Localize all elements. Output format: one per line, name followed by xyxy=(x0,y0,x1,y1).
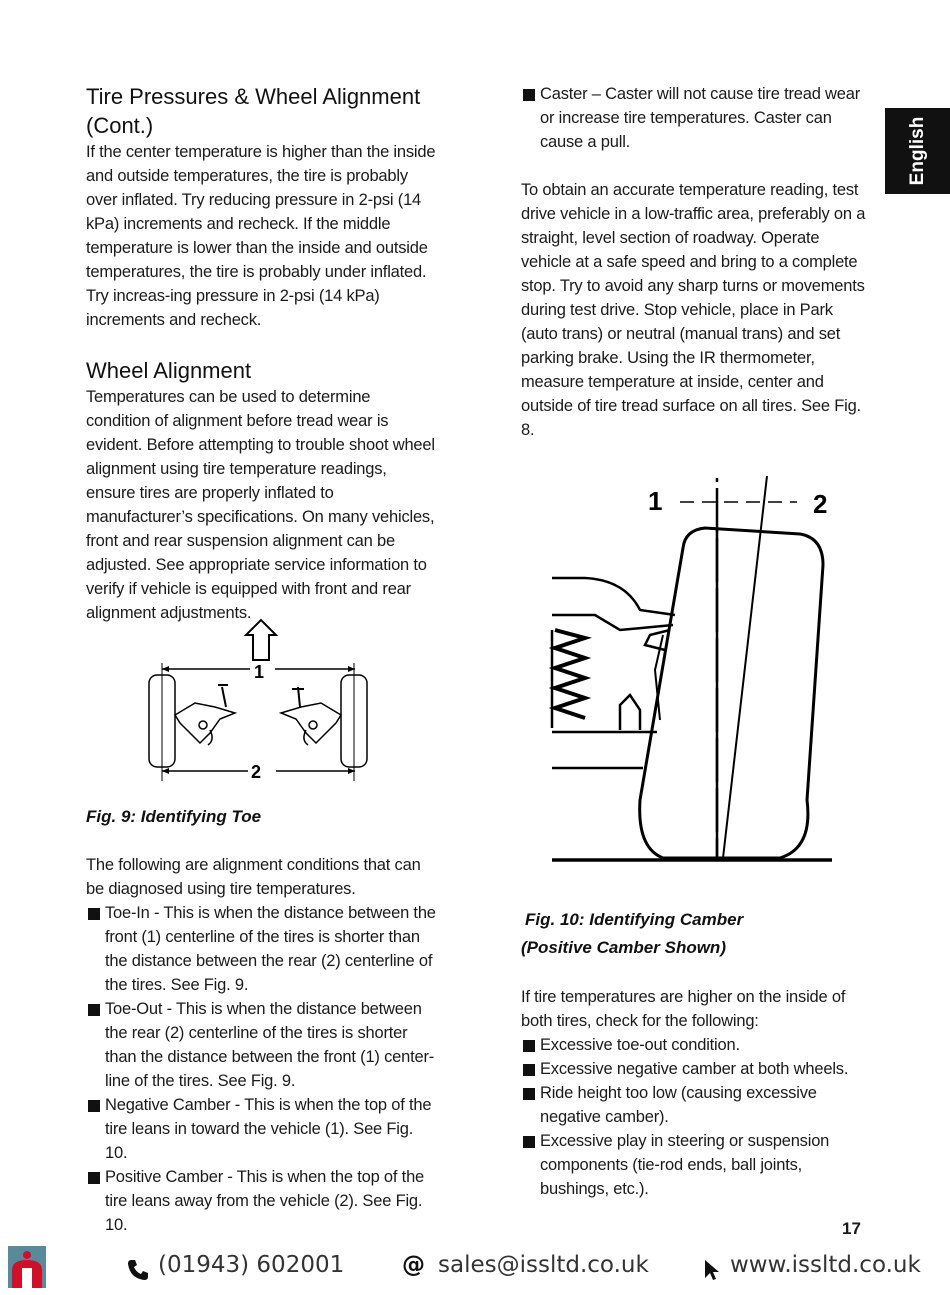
footer-phone: (01943) 602001 xyxy=(158,1252,345,1278)
paragraph-inside-higher: If tire temperatures are higher on the inside of both tires, check for the following: xyxy=(521,988,846,1030)
bullet-square-icon xyxy=(523,1136,535,1148)
fig9-toe-diagram xyxy=(140,615,380,790)
bullet-square-icon xyxy=(523,1040,535,1052)
fig9-caption: Fig. 9: Identifying Toe xyxy=(86,807,262,826)
email-at-icon: @ xyxy=(402,1252,425,1278)
company-logo-icon xyxy=(8,1246,46,1288)
fig10-label-2: 2 xyxy=(813,489,828,519)
left-conditions xyxy=(86,853,436,1237)
bullet-square-icon xyxy=(88,1004,100,1016)
fig9-label-1: 1 xyxy=(254,662,265,682)
bullet-square-icon xyxy=(523,89,535,101)
bullet-square-icon xyxy=(88,1172,100,1184)
bullet-square-icon xyxy=(523,1088,535,1100)
bullet-square-icon xyxy=(88,1100,100,1112)
left-column xyxy=(86,82,436,625)
bullet-square-icon xyxy=(523,1064,535,1076)
fig10-caption-line1: Fig. 10: Identifying Camber xyxy=(525,910,744,929)
bullet-toe-out-condition: Excessive toe-out condition. xyxy=(521,1033,871,1057)
page-number: 17 xyxy=(842,1219,861,1238)
fig10-label-1: 1 xyxy=(648,486,663,516)
bullet-negative-camber: Negative Camber - This is when the top of the tire leans in toward the vehicle (1). See Fig. 10. xyxy=(86,1093,436,1165)
fig9-caption-block xyxy=(86,803,436,831)
fig10-caption-line2: (Positive Camber Shown) xyxy=(521,938,726,957)
bullet-caster: Caster – Caster will not cause tire tread wear or increase tire temperatures. Caster can cause a pull. xyxy=(521,82,871,154)
bullet-square-icon xyxy=(88,908,100,920)
paragraph-pressure: If the center temperature is higher than the inside and outside temperatures, the tire is probably over inflated. Try reducing pressure in 2-psi (14 kPa) increments and recheck. If the middle temperature is lower than the inside and outside temperatures, the tire is probably under inflated. Try increas-ing pressure in 2-psi (14 kPa) increments and recheck. xyxy=(86,143,436,329)
paragraph-conditions: The following are alignment conditions that can be diagnosed using tire temperatures. xyxy=(86,856,421,898)
fig10-caption-block xyxy=(521,906,871,962)
bullet-ride-height: Ride height too low (causing excessive negative camber). xyxy=(521,1081,840,1129)
bullet-toe-out: Toe-Out - This is when the distance between the rear (2) centerline of the tires is shorter than the distance between the front (1) center-line of the tires. See Fig. 9. xyxy=(86,997,436,1093)
right-column xyxy=(521,82,871,442)
fig10-camber-diagram xyxy=(545,470,845,870)
footer-website[interactable]: www.issltd.co.uk xyxy=(730,1252,921,1278)
language-tab-label: English xyxy=(906,116,928,186)
fig9-label-2: 2 xyxy=(251,762,262,782)
cursor-arrow-icon xyxy=(703,1258,721,1282)
section-heading-tire-pressures: Tire Pressures & Wheel Alignment (Cont.) xyxy=(86,84,421,138)
bullet-toe-in: Toe-In - This is when the distance between the front (1) centerline of the tires is shorter than the distance between the rear (2) centerline of the tires. See Fig. 9. xyxy=(86,901,436,997)
footer-email[interactable]: sales@issltd.co.uk xyxy=(438,1252,649,1278)
footer xyxy=(0,1242,950,1295)
paragraph-alignment: Temperatures can be used to determine condition of alignment before tread wear is evident. Before attempting to trouble shoot wheel alignment using tire temperature readings, ensure tires are properly inflated to manufacturer’s specifications. On many vehicles, front and rear suspension alignment can be adjusted. See appropriate service information to verify if vehicle is equipped with front and rear alignment adjustments. xyxy=(86,388,435,622)
phone-icon xyxy=(126,1258,150,1282)
bullet-negative-camber-both: Excessive negative camber at both wheels. xyxy=(521,1057,871,1081)
section-heading-wheel-alignment: Wheel Alignment xyxy=(86,358,252,383)
paragraph-temperature-reading: To obtain an accurate temperature reading, test drive vehicle in a low-traffic area, preferably on a straight, level section of roadway. Operate vehicle at a safe speed and bring to a complete stop. Try to avoid any sharp turns or movements during test drive. Stop vehicle, place in Park (auto trans) or neutral (manual trans) and set parking brake. Using the IR thermometer, measure temperature at inside, center and outside of tire tread surface on all tires. See Fig. 8. xyxy=(521,181,866,439)
right-checklist xyxy=(521,985,871,1201)
language-tab xyxy=(885,108,950,194)
bullet-positive-camber: Positive Camber - This is when the top of the tire leans away from the vehicle (2). See Fig. 10. xyxy=(86,1165,436,1237)
bullet-steering-play: Excessive play in steering or suspension components (tie-rod ends, ball joints, bushings, etc.). xyxy=(521,1129,871,1201)
